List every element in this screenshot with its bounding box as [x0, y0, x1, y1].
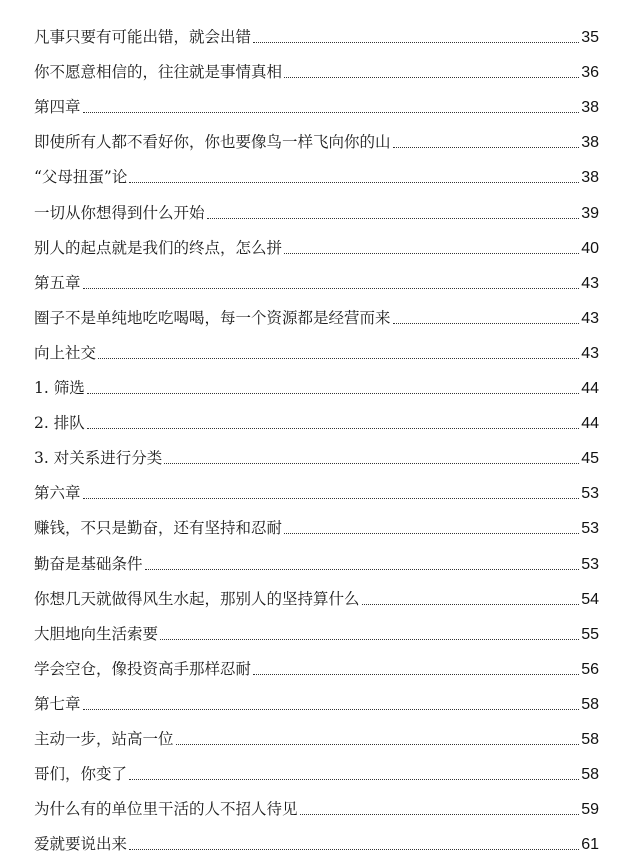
toc-dot-leader: [83, 709, 580, 710]
toc-dot-leader: [393, 147, 580, 148]
toc-entry[interactable]: [34, 48, 599, 83]
toc-entry-title: 第四章: [34, 98, 81, 117]
toc-dot-leader: [129, 182, 579, 183]
toc-entry-title: 勤奋是基础条件: [34, 554, 143, 573]
toc-page-number: 58: [581, 730, 599, 748]
toc-page-number: 53: [581, 520, 599, 538]
toc-dot-leader: [300, 814, 580, 815]
toc-entry-title: 3. 对关系进行分类: [34, 449, 163, 468]
toc-entry-title: 为什么有的单位里干活的人不招人待见: [34, 800, 298, 819]
toc-page-number: 53: [581, 555, 599, 573]
toc-entry-title: 大胆地向生活索要: [34, 624, 159, 643]
toc-dot-leader: [145, 569, 580, 570]
toc-entry-title: 学会空仓，像投资高手那样忍耐: [34, 659, 252, 678]
toc-entry-title: 你不愿意相信的，往往就是事情真相: [34, 63, 283, 82]
toc-entry[interactable]: [34, 434, 599, 469]
toc-entry[interactable]: [34, 83, 599, 118]
toc-dot-leader: [393, 323, 580, 324]
toc-page-number: 36: [581, 64, 599, 82]
toc-entry-title: 你想几天就做得风生水起，那别人的坚持算什么: [34, 589, 360, 608]
toc-entry-title: 凡事只要有可能出错，就会出错: [34, 28, 252, 47]
toc-page-number: 43: [581, 274, 599, 292]
toc-entry[interactable]: [34, 118, 599, 153]
toc-entry-title: 圈子不是单纯地吃吃喝喝，每一个资源都是经营而来: [34, 308, 391, 327]
toc-entry-title: 第七章: [34, 694, 81, 713]
toc-entry-title: 1. 筛选: [34, 379, 85, 398]
toc-entry-title: 赚钱，不只是勤奋，还有坚持和忍耐: [34, 519, 283, 538]
toc-page-number: 53: [581, 485, 599, 503]
toc-entry[interactable]: [34, 364, 599, 399]
toc-entry[interactable]: [34, 259, 599, 294]
toc-entry[interactable]: [34, 188, 599, 223]
toc-dot-leader: [253, 42, 579, 43]
toc-entry[interactable]: [34, 539, 599, 574]
toc-entry-title: 主动一步，站高一位: [34, 729, 174, 748]
toc-page-number: 38: [581, 99, 599, 117]
toc-dot-leader: [284, 77, 579, 78]
toc-entry-title: 别人的起点就是我们的终点，怎么拼: [34, 238, 283, 257]
toc-entry-title: 第五章: [34, 273, 81, 292]
toc-dot-leader: [160, 639, 579, 640]
toc-entry[interactable]: [34, 820, 599, 855]
toc-page-number: 58: [581, 766, 599, 784]
toc-entry[interactable]: [34, 399, 599, 434]
toc-dot-leader: [98, 358, 579, 359]
toc-entry[interactable]: [34, 153, 599, 188]
toc-entry[interactable]: [34, 329, 599, 364]
toc-entry-title: 一切从你想得到什么开始: [34, 203, 205, 222]
toc-entry-title: 2. 排队: [34, 414, 85, 433]
toc-entry[interactable]: [34, 294, 599, 329]
toc-page-number: 54: [581, 590, 599, 608]
toc-page-number: 35: [581, 29, 599, 47]
toc-entry[interactable]: [34, 645, 599, 680]
toc-entry[interactable]: [34, 750, 599, 785]
toc-entry-title: 向上社交: [34, 343, 97, 362]
toc-entry-title: “父母扭蛋”论: [34, 168, 128, 187]
toc-entry[interactable]: [34, 785, 599, 820]
toc-dot-leader: [83, 498, 580, 499]
toc-page-number: 61: [581, 836, 599, 854]
toc-page-number: 55: [581, 625, 599, 643]
toc-entry[interactable]: [34, 504, 599, 539]
toc-dot-leader: [87, 393, 579, 394]
toc-page-number: 59: [581, 801, 599, 819]
toc-page-number: 45: [581, 450, 599, 468]
toc-page-number: 58: [581, 695, 599, 713]
toc-page-number: 56: [581, 660, 599, 678]
toc-dot-leader: [176, 744, 580, 745]
toc-dot-leader: [284, 253, 579, 254]
toc-entry[interactable]: [34, 715, 599, 750]
toc-dot-leader: [83, 112, 580, 113]
toc-dot-leader: [83, 288, 580, 289]
toc-entry-title: 第六章: [34, 484, 81, 503]
toc-page-number: 39: [581, 204, 599, 222]
toc-entry[interactable]: [34, 469, 599, 504]
toc-page-number: 43: [581, 309, 599, 327]
toc-entry[interactable]: [34, 224, 599, 259]
toc-page-number: 43: [581, 344, 599, 362]
toc-dot-leader: [129, 779, 579, 780]
toc-entry-title: 哥们，你变了: [34, 765, 128, 784]
toc-page-number: 44: [581, 415, 599, 433]
toc-page-number: 40: [581, 239, 599, 257]
toc-entry-title: 爱就要说出来: [34, 835, 128, 854]
toc-dot-leader: [284, 533, 579, 534]
toc-dot-leader: [129, 849, 579, 850]
table-of-contents: [34, 13, 599, 855]
toc-dot-leader: [87, 428, 579, 429]
toc-entry[interactable]: [34, 13, 599, 48]
toc-entry[interactable]: [34, 610, 599, 645]
toc-entry-title: 即使所有人都不看好你，你也要像鸟一样飞向你的山: [34, 133, 391, 152]
toc-dot-leader: [253, 674, 579, 675]
toc-dot-leader: [362, 604, 580, 605]
toc-page-number: 44: [581, 380, 599, 398]
toc-entry[interactable]: [34, 680, 599, 715]
toc-dot-leader: [207, 218, 580, 219]
toc-dot-leader: [164, 463, 579, 464]
toc-entry[interactable]: [34, 575, 599, 610]
toc-page-number: 38: [581, 134, 599, 152]
toc-page-number: 38: [581, 169, 599, 187]
